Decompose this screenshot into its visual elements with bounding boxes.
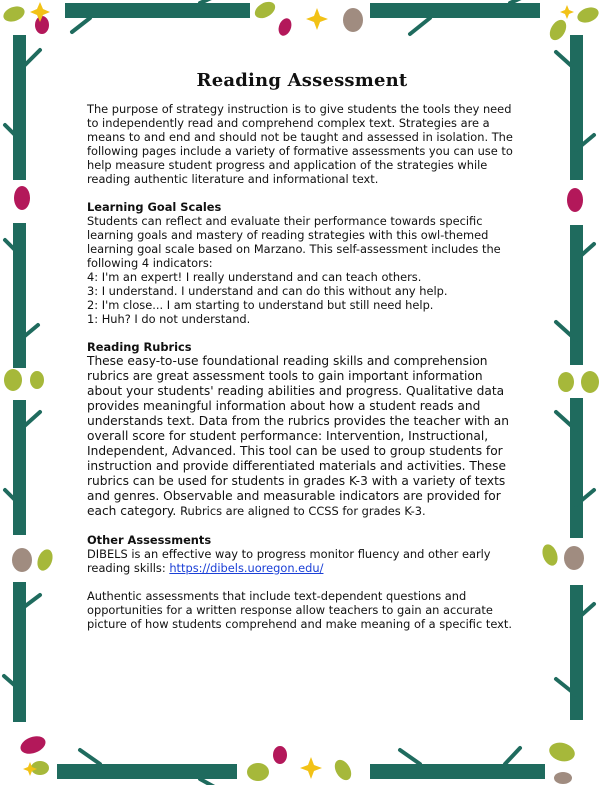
document-body xyxy=(87,70,517,631)
intro-paragraph: The purpose of strategy instruction is to give students the tools they need to independently read and comprehend complex text. Strategies are a means to and end and should not be taught and assessed in isolation. The following pages include a variety of formative assessments you can use to help measure student progress and application of the strategies while reading authentic literature and informational text. xyxy=(87,102,513,186)
other-assessments-section xyxy=(87,533,517,631)
reading-rubrics-text: These easy-to-use foundational reading skills and comprehension rubrics are great assessment tools to gain important information about your students' reading abilities and progress. Qualitative data provides meaningful information about how a student reads and understands text. Data from the rubrics provides the teacher with an overall score for student performance: Intervention, Instructional, Independent, Advanced. This tool can be used to group students for instruction and provide differentiated materials and activities. These rubrics can be used for students in grades K-3 with a variety of texts and genres. Observable and measurable indicators are provided for each category. xyxy=(87,354,509,518)
indicator-2: 2: I'm close... I am starting to understand but still need help. xyxy=(87,298,434,312)
learning-goal-scales-body: Students can reflect and evaluate their performance towards specific learning goals and mastery of reading strategies with this owl-themed learning goal scale based on Marzano. This self-assessment includes the following 4 indicators: xyxy=(87,214,501,270)
indicator-4: 4: I'm an expert! I really understand and can teach others. xyxy=(87,270,422,284)
reading-rubrics-body xyxy=(87,354,517,519)
learning-goal-scales-section xyxy=(87,200,517,326)
dibels-link[interactable]: https://dibels.uoregon.edu/ xyxy=(169,561,324,575)
dibels-text: DIBELS is an effective way to progress monitor fluency and other early reading skills: xyxy=(87,547,491,575)
reading-rubrics-section xyxy=(87,340,517,519)
authentic-assessments-paragraph: Authentic assessments that include text-dependent questions and opportunities for a written response allow teachers to gain an accurate picture of how students comprehend and make meaning of a specific text. xyxy=(87,589,512,631)
other-assessments-heading: Other Assessments xyxy=(87,533,212,547)
page-title: Reading Assessment xyxy=(196,70,408,91)
learning-goal-scales-heading: Learning Goal Scales xyxy=(87,200,222,214)
reading-rubrics-heading: Reading Rubrics xyxy=(87,340,192,354)
indicator-1: 1: Huh? I do not understand. xyxy=(87,312,251,326)
dibels-paragraph xyxy=(87,547,517,575)
reading-rubrics-ccss-note: Rubrics are aligned to CCSS for grades K-3. xyxy=(180,504,426,518)
indicator-3: 3: I understand. I understand and can do this without any help. xyxy=(87,284,448,298)
